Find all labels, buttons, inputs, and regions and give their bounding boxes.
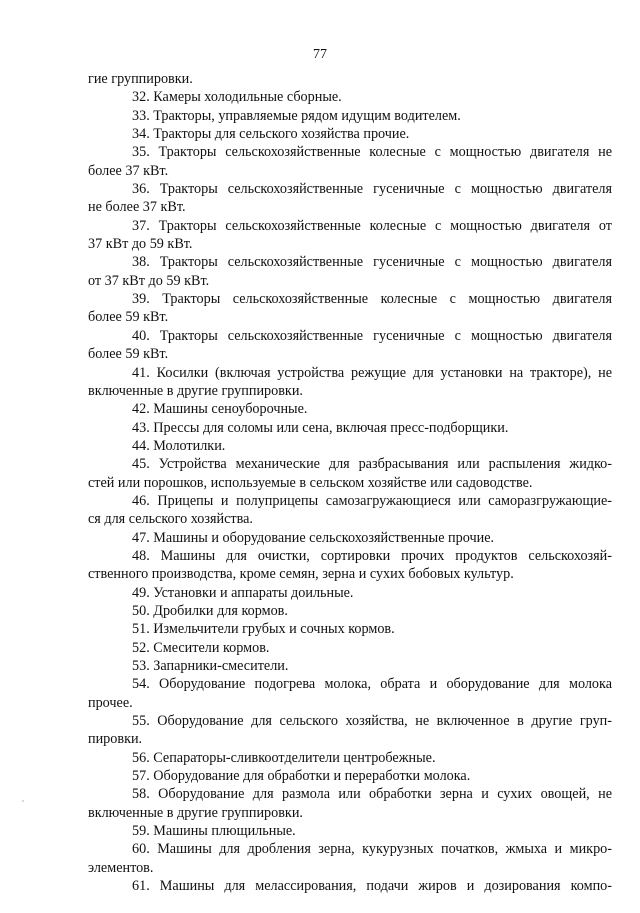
- text-line: 52. Смесители кормов.: [132, 639, 270, 656]
- text-line: гие группировки.: [88, 71, 193, 87]
- text-line: более 59 кВт.: [88, 309, 169, 326]
- text-line: 58. Оборудование для размола или обработки зерна и сухих овощей, не: [132, 786, 612, 803]
- text-line: 53. Запарники-смесители.: [132, 658, 289, 674]
- text-line: 41. Косилки (включая устройства режущие для установки на тракторе), не: [132, 364, 612, 381]
- text-line: 48. Машины для очистки, сортировки прочих продуктов сельскохозяй-: [132, 547, 612, 564]
- text-line: 35. Тракторы сельскохозяйственные колесные с мощностью двигателя не: [132, 144, 612, 161]
- text-line: от 37 кВт до 59 кВт.: [88, 272, 210, 289]
- text-line: 61. Машины для мелассирования, подачи жиров и дозирования компо-: [132, 878, 612, 895]
- text-line: более 37 кВт.: [88, 162, 169, 179]
- text-line: 40. Тракторы сельскохозяйственные гусеничные с мощностью двигателя: [132, 327, 612, 344]
- text-line: элементов.: [88, 859, 154, 876]
- text-line: 57. Оборудование для обработки и переработки молока.: [132, 768, 471, 785]
- text-line: 32. Камеры холодильные сборные.: [132, 89, 342, 106]
- text-line: 54. Оборудование подогрева молока, обрата и оборудование для молока: [132, 676, 612, 693]
- text-line: не более 37 кВт.: [88, 199, 186, 216]
- text-line: 33. Тракторы, управляемые рядом идущим водителем.: [132, 107, 461, 124]
- page-number: 77: [313, 47, 327, 62]
- text-line: включенные в другие группировки.: [88, 382, 303, 399]
- text-line: ственного производства, кроме семян, зерна и сухих бобовых культур.: [88, 566, 514, 583]
- text-line: прочее.: [88, 694, 133, 711]
- text-line: стей или порошков, используемые в сельском хозяйстве или садоводстве.: [88, 474, 533, 491]
- text-line: 45. Устройства механические для разбрасывания или распыления жидко-: [132, 456, 612, 473]
- text-line: более 59 кВт.: [88, 346, 169, 363]
- text-line: 42. Машины сеноуборочные.: [132, 401, 308, 418]
- scan-speck: [22, 800, 24, 802]
- text-line: 56. Сепараторы-сливкоотделители центробежные.: [132, 749, 436, 766]
- document-body: [88, 70, 612, 895]
- text-line: 34. Тракторы для сельского хозяйства прочие.: [132, 126, 410, 143]
- text-line: 44. Молотилки.: [132, 437, 226, 454]
- text-line: 47. Машины и оборудование сельскохозяйственные прочие.: [132, 529, 495, 546]
- text-line: 37. Тракторы сельскохозяйственные колесные с мощностью двигателя от: [132, 217, 612, 234]
- text-line: 38. Тракторы сельскохозяйственные гусеничные с мощностью двигателя: [132, 254, 612, 271]
- text-line: 39. Тракторы сельскохозяйственные колесные с мощностью двигателя: [132, 291, 612, 308]
- text-line: 37 кВт до 59 кВт.: [88, 236, 193, 253]
- text-line: 50. Дробилки для кормов.: [132, 602, 288, 619]
- text-line: 46. Прицепы и полуприцепы самозагружающиеся или саморазгружающие-: [132, 492, 612, 509]
- text-line: 43. Прессы для соломы или сена, включая пресс-подборщики.: [132, 419, 509, 436]
- text-line: 36. Тракторы сельскохозяйственные гусеничные с мощностью двигателя: [132, 181, 612, 198]
- text-line: 51. Измельчители грубых и сочных кормов.: [132, 621, 395, 638]
- text-line: 59. Машины плющильные.: [132, 823, 296, 840]
- text-line: ся для сельского хозяйства.: [88, 511, 253, 528]
- text-line: включенные в другие группировки.: [88, 804, 303, 821]
- text-line: 49. Установки и аппараты доильные.: [132, 584, 354, 601]
- text-line: пировки.: [88, 731, 143, 748]
- text-line: 55. Оборудование для сельского хозяйства, не включенное в другие груп-: [132, 713, 612, 730]
- text-line: 60. Машины для дробления зерна, кукурузных початков, жмыха и микро-: [132, 841, 612, 858]
